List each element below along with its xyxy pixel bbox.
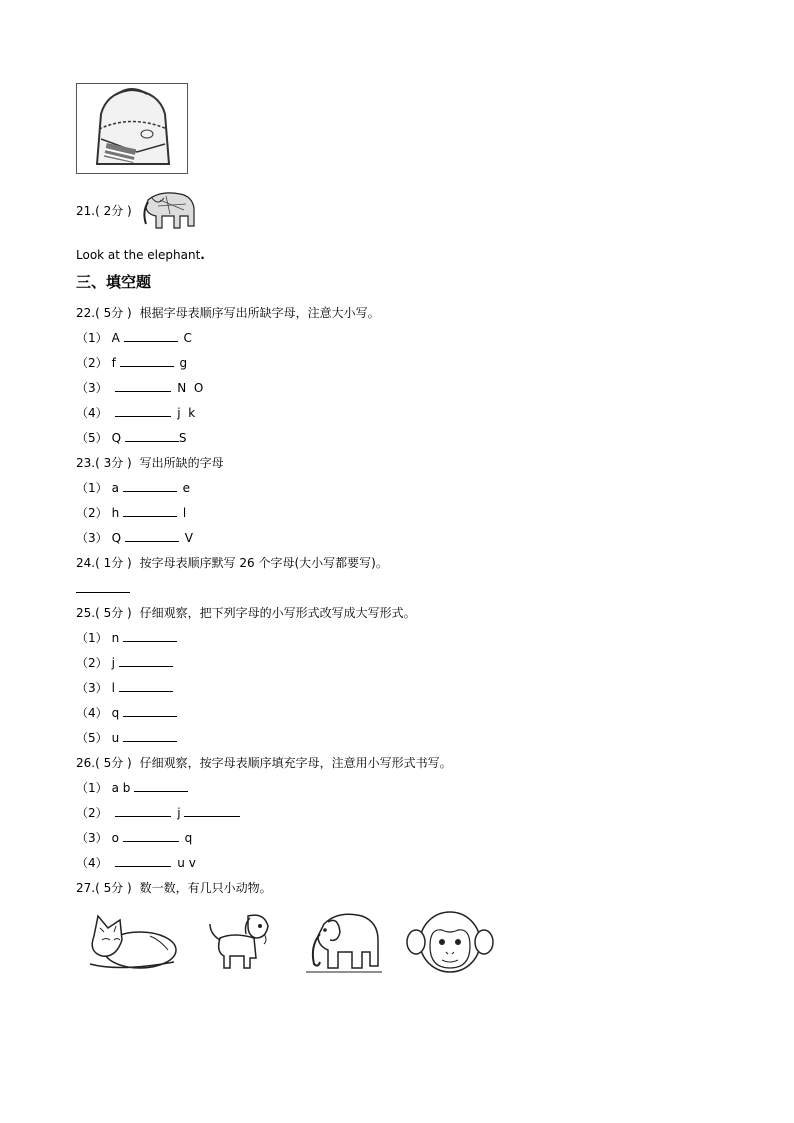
question-score: ( 5分 ) [95, 606, 132, 620]
question-26-header [76, 755, 452, 771]
answer-blank[interactable] [119, 655, 173, 667]
item-label: （4） [76, 706, 108, 720]
q26-item-3 [76, 830, 192, 846]
section-title: 三、填空题 [76, 273, 152, 291]
item-label: （3） [76, 531, 108, 545]
answer-blank[interactable] [115, 805, 171, 817]
backpack-image [76, 83, 188, 174]
question-prompt: 数一数，有几只小动物。 [139, 881, 272, 895]
item-label: （2） [76, 356, 108, 370]
q23-item-1 [76, 480, 190, 496]
q22-item-4 [76, 405, 195, 421]
item-after: u v [177, 856, 196, 870]
item-label: （2） [76, 506, 108, 520]
item-after: l [182, 506, 187, 520]
item-before: f [111, 356, 116, 370]
question-number: 25. [76, 606, 96, 620]
answer-blank[interactable] [119, 680, 173, 692]
item-label: （5） [76, 731, 108, 745]
question-prompt: 仔细观察，按字母表顺序填充字母，注意用小写形式书写。 [139, 756, 452, 770]
item-after: N O [177, 381, 204, 395]
item-label: （3） [76, 681, 108, 695]
question-score: ( 3分 ) [95, 456, 132, 470]
q22-item-5 [76, 430, 187, 446]
q23-item-3 [76, 530, 193, 546]
item-letter: n [111, 631, 120, 645]
question-score: ( 2分 ) [95, 204, 132, 218]
answer-blank[interactable] [123, 505, 177, 517]
answer-blank[interactable] [115, 405, 171, 417]
answer-blank[interactable] [123, 830, 179, 842]
item-middle: j [177, 806, 181, 820]
question-score: ( 1分 ) [95, 556, 132, 570]
dog-image [204, 910, 276, 974]
item-after: V [184, 531, 193, 545]
item-after: e [182, 481, 191, 495]
answer-blank[interactable] [115, 380, 171, 392]
q25-item-5 [76, 730, 177, 746]
item-before: Q [111, 431, 122, 445]
question-number: 24. [76, 556, 96, 570]
q25-item-3 [76, 680, 173, 696]
answer-blank[interactable] [76, 592, 130, 593]
item-after: g [179, 356, 188, 370]
question-number: 27. [76, 881, 96, 895]
monkey-image [404, 906, 496, 976]
item-after: q [184, 831, 193, 845]
end-mark: . [200, 248, 205, 262]
question-score: ( 5分 ) [95, 756, 132, 770]
item-label: （4） [76, 406, 108, 420]
question-prompt: 写出所缺的字母 [139, 456, 224, 470]
item-label: （1） [76, 631, 108, 645]
question-number: 21. [76, 204, 96, 218]
item-after: S [178, 431, 187, 445]
item-label: （5） [76, 431, 108, 445]
question-24-header [76, 555, 388, 571]
q26-item-4 [76, 855, 196, 871]
item-before: a b [111, 781, 131, 795]
question-score: ( 5分 ) [95, 306, 132, 320]
question-prompt: 按字母表顺序默写 26 个字母(大小写都要写)。 [139, 556, 388, 570]
question-25-header [76, 605, 416, 621]
answer-blank[interactable] [115, 855, 171, 867]
question-21-sentence [76, 247, 205, 263]
item-label: （1） [76, 331, 108, 345]
elephant-small-image [140, 186, 200, 232]
answer-blank[interactable] [184, 805, 240, 817]
answer-blank[interactable] [123, 730, 177, 742]
item-after: C [183, 331, 192, 345]
item-label: （3） [76, 831, 108, 845]
answer-blank[interactable] [123, 480, 177, 492]
q25-item-1 [76, 630, 177, 646]
answer-blank[interactable] [134, 780, 188, 792]
answer-blank[interactable] [120, 355, 174, 367]
item-letter: l [111, 681, 115, 695]
answer-blank[interactable] [123, 705, 177, 717]
item-label: （2） [76, 656, 108, 670]
item-label: （1） [76, 781, 108, 795]
question-23-header [76, 455, 224, 471]
answer-blank[interactable] [125, 430, 179, 442]
question-number: 23. [76, 456, 96, 470]
question-score: ( 5分 ) [95, 881, 132, 895]
question-prompt: 根据字母表顺序写出所缺字母，注意大小写。 [139, 306, 380, 320]
item-letter: q [111, 706, 120, 720]
item-label: （2） [76, 806, 108, 820]
item-letter: j [111, 656, 115, 670]
elephant-image [304, 906, 384, 976]
answer-blank[interactable] [123, 630, 177, 642]
q22-item-2 [76, 355, 187, 371]
item-label: （3） [76, 381, 108, 395]
item-before: a [111, 481, 119, 495]
q26-item-2 [76, 805, 240, 821]
question-22-header [76, 305, 380, 321]
item-before: h [111, 506, 120, 520]
q23-item-2 [76, 505, 186, 521]
item-before: A [111, 331, 120, 345]
question-27-header [76, 880, 272, 896]
answer-blank[interactable] [124, 330, 178, 342]
q25-item-2 [76, 655, 173, 671]
item-before: o [111, 831, 119, 845]
item-before: Q [111, 531, 122, 545]
sentence-text: Look at the elephant [76, 248, 201, 262]
question-prompt: 仔细观察，把下列字母的小写形式改写成大写形式。 [139, 606, 416, 620]
question-number: 26. [76, 756, 96, 770]
q26-item-1 [76, 780, 188, 796]
question-number: 22. [76, 306, 96, 320]
q22-item-3 [76, 380, 203, 396]
q22-item-1 [76, 330, 192, 346]
answer-blank[interactable] [125, 530, 179, 542]
item-label: （4） [76, 856, 108, 870]
item-label: （1） [76, 481, 108, 495]
q25-item-4 [76, 705, 177, 721]
question-21-header [76, 203, 132, 219]
item-after: j k [177, 406, 196, 420]
cat-image [80, 906, 180, 972]
item-letter: u [111, 731, 120, 745]
